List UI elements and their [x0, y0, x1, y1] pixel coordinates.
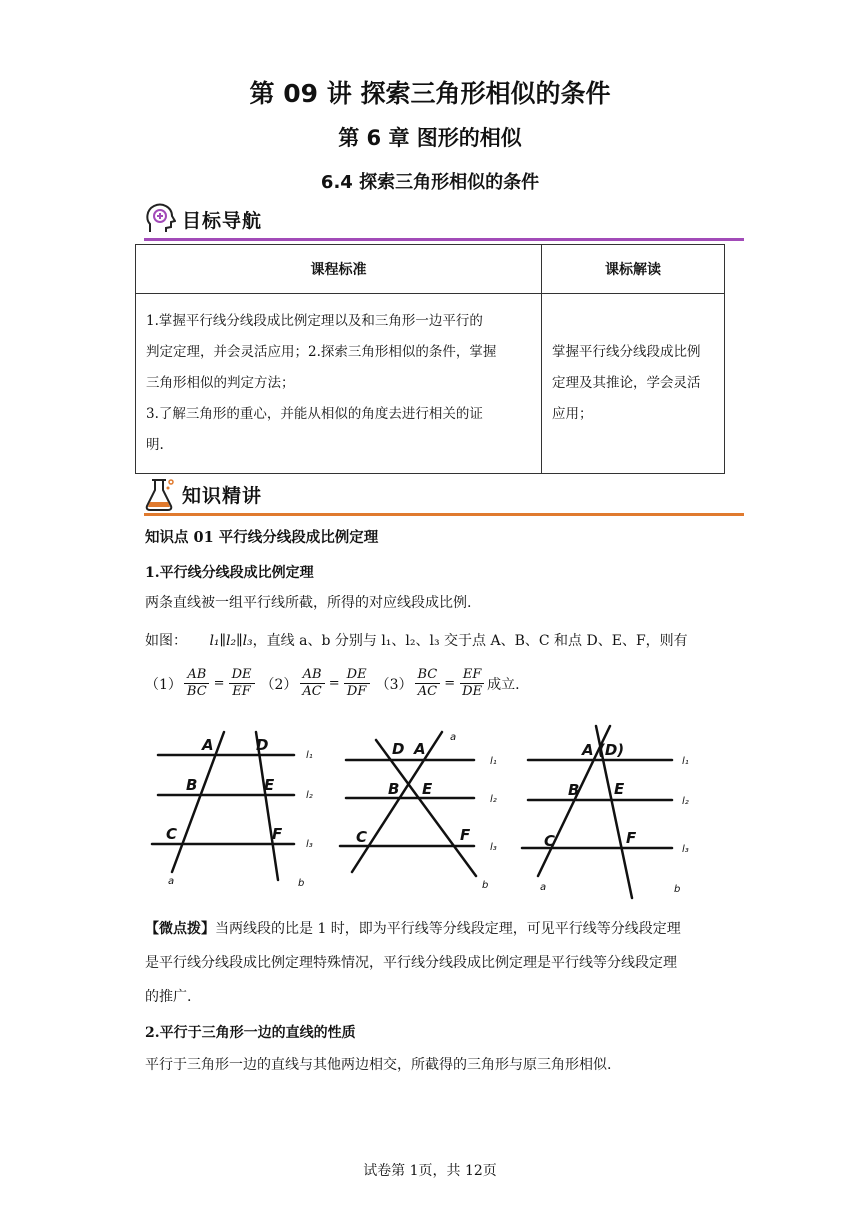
- diagram2-point-label: F: [460, 826, 471, 844]
- proportion-cases: [145, 667, 520, 700]
- fraction-denominator: AC: [417, 684, 438, 699]
- diagram2-line-name: l₂: [490, 794, 497, 805]
- equals-sign: =: [328, 676, 340, 691]
- diagram1-line-name: l₁: [306, 750, 313, 761]
- diagram2-point-label: B: [388, 780, 400, 798]
- tip-line: 的推广.: [145, 989, 192, 1005]
- diagram2-line-name: l₃: [490, 842, 497, 853]
- diagram1-point-label: A: [202, 736, 214, 754]
- standards-table: [135, 244, 725, 474]
- fraction-numerator: EF: [460, 667, 485, 684]
- tip-line: 是平行线分线段成比例定理特殊情况，平行线分线段成比例定理是平行线等分线段定理: [145, 955, 677, 971]
- diagram1-point-label: C: [166, 825, 178, 843]
- fraction-denominator: DF: [346, 684, 367, 699]
- diagram3-point-label: (D): [598, 741, 625, 759]
- parallel-lines-diagrams: [140, 722, 720, 902]
- standard-cell: [136, 294, 542, 474]
- knowledge-banner-rule: [144, 513, 744, 516]
- diagram3-point-label: B: [568, 781, 580, 799]
- knowledge-banner: [144, 474, 262, 514]
- diagram1-line-name: l₂: [306, 790, 313, 801]
- document-title: 第 09 讲 探索三角形相似的条件: [249, 79, 611, 108]
- diagram2-transversal-name: b: [482, 880, 489, 891]
- fraction-numerator: DE: [344, 667, 370, 684]
- goal-banner-rule: [144, 238, 744, 241]
- fraction-numerator: BC: [415, 667, 441, 684]
- standard-line: 3.了解三角形的重心，并能从相似的角度去进行相关的证: [146, 406, 483, 422]
- tip-block: [145, 912, 725, 1014]
- fraction: [415, 667, 441, 700]
- interpretation-cell: [542, 294, 725, 474]
- fraction: [459, 667, 485, 700]
- figure-description: [145, 624, 725, 658]
- diagram1-transversal-name: a: [168, 876, 175, 887]
- diagram1-point-label: D: [256, 736, 269, 754]
- property-heading: 2.平行于三角形一边的直线的性质: [145, 1025, 356, 1041]
- diagram3-point-label: A: [582, 741, 594, 759]
- diagram3-transversal-name: a: [540, 882, 547, 893]
- equals-sign: =: [444, 676, 456, 691]
- fraction-numerator: DE: [229, 667, 255, 684]
- fraction-numerator: AB: [184, 667, 209, 684]
- diagram2-point-label: E: [422, 780, 433, 798]
- fraction-denominator: AC: [302, 684, 322, 699]
- property-text: 平行于三角形一边的直线与其他两边相交，所截得的三角形与原三角形相似.: [145, 1057, 612, 1073]
- standard-line: 判定定理，并会灵活应用；2.探索三角形相似的条件，掌握: [146, 344, 497, 360]
- fraction-denominator: DE: [462, 684, 483, 699]
- diagram3-point-label: C: [544, 832, 556, 850]
- diagram2-transversal-name: a: [450, 732, 457, 743]
- case-label: （3）: [375, 676, 413, 693]
- interpretation-line: 掌握平行线分线段成比例: [552, 344, 701, 360]
- standard-line: 1.掌握平行线分线段成比例定理以及和三角形一边平行的: [146, 313, 483, 329]
- theorem-heading: 1.平行线分线段成比例定理: [145, 565, 314, 581]
- fraction: [299, 667, 324, 700]
- theorem-text: 两条直线被一组平行线所截，所得的对应线段成比例.: [145, 595, 472, 611]
- tip-line: 当两线段的比是 1 时，即为平行线等分线段定理，可见平行线等分线段定理: [215, 921, 681, 937]
- fraction-denominator: BC: [186, 684, 207, 699]
- diagram2-point-label: D: [392, 740, 405, 758]
- cases-suffix: 成立.: [487, 676, 520, 693]
- parallel-notation: l₁∥l₂∥l₃: [209, 633, 253, 649]
- figure-prefix: 如图：: [145, 633, 187, 649]
- fraction: [344, 667, 370, 700]
- knowledge-point-heading: 知识点 01 平行线分线段成比例定理: [145, 529, 379, 546]
- diagram1-transversal-name: b: [298, 878, 305, 889]
- fraction: [229, 667, 255, 700]
- chapter-title: 第 6 章 图形的相似: [338, 126, 522, 150]
- fraction: [184, 667, 210, 700]
- diagram2-point-label: C: [356, 828, 368, 846]
- goal-banner: [144, 199, 262, 239]
- diagram3-line-name: l₃: [682, 844, 689, 855]
- diagram3-point-label: E: [614, 780, 625, 798]
- head-brain-icon: [144, 202, 176, 236]
- goal-banner-label: 目标导航: [182, 209, 263, 232]
- case-label: （1）: [145, 676, 182, 693]
- equals-sign: =: [213, 676, 225, 691]
- figure-text: ，直线 a、b 分别与 l₁、l₂、l₃ 交于点 A、B、C 和点 D、E、F，则有: [252, 633, 688, 649]
- table-header-interpretation: 课标解读: [542, 245, 725, 294]
- diagram3-line-name: l₂: [682, 796, 689, 807]
- diagram3-transversal-name: b: [674, 884, 681, 895]
- diagram2-line-name: l₁: [490, 756, 497, 767]
- fraction-numerator: AB: [300, 667, 325, 684]
- standard-line: 三角形相似的判定方法；: [146, 375, 295, 391]
- table-header-standard: 课程标准: [136, 245, 542, 294]
- case-label: （2）: [260, 676, 298, 693]
- interpretation-line: 应用；: [552, 406, 593, 422]
- diagram1-line-name: l₃: [306, 839, 313, 850]
- diagram3-line-name: l₁: [682, 756, 689, 767]
- section-title: 6.4 探索三角形相似的条件: [320, 172, 540, 193]
- diagram1-point-label: E: [264, 776, 275, 794]
- fraction-denominator: EF: [232, 684, 251, 699]
- diagram3-point-label: F: [626, 829, 637, 847]
- interpretation-line: 定理及其推论，学会灵活: [552, 375, 701, 391]
- page-footer: 试卷第 1页，共 12页: [363, 1163, 497, 1179]
- diagram2-point-label: A: [414, 740, 426, 758]
- flask-icon: [144, 476, 176, 512]
- diagram1-point-label: B: [186, 776, 198, 794]
- knowledge-banner-label: 知识精讲: [182, 484, 263, 507]
- tip-label: 【微点拨】: [145, 921, 215, 937]
- standard-line: 明.: [146, 437, 164, 453]
- diagram1-transversal-a: [172, 732, 224, 872]
- diagram1-point-label: F: [272, 825, 283, 843]
